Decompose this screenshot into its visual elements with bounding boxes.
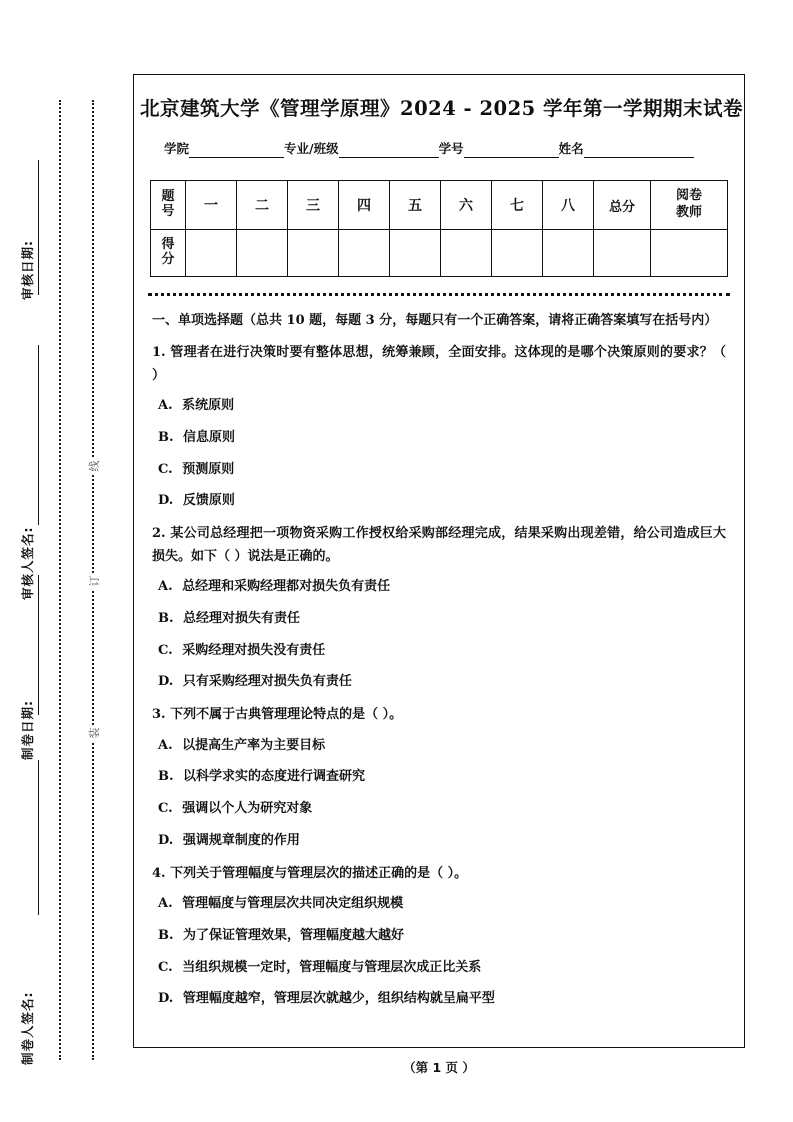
question-2-stem: [152, 523, 726, 568]
question-4-stem: [152, 863, 726, 885]
table-header-q1: 一: [186, 181, 237, 230]
question-1-option-a-text: 系统原则: [182, 398, 235, 414]
question-1-option-c[interactable]: [158, 460, 726, 481]
question-4-option-a[interactable]: [158, 894, 726, 915]
table-header-q7: 七: [492, 181, 543, 230]
paper-made-date-label: 制卷日期:: [20, 700, 35, 760]
question-4-option-b-text: 为了保证管理效果，管理幅度越大越好: [183, 927, 405, 943]
question-3-text: 下列不属于古典管理理论特点的是（ ）。: [170, 707, 403, 723]
row-label-question-number-line2: 号: [161, 204, 175, 219]
question-1-option-c-text: 预测原则: [182, 461, 235, 477]
seal-char-xian: 线: [83, 458, 105, 474]
binding-rule-3: [38, 575, 39, 715]
page-title: 北京建筑大学《管理学原理》2024 - 2025 学年第一学期期末试卷: [140, 97, 744, 120]
question-4-option-a-text: 管理幅度与管理层次共同决定组织规模: [182, 896, 404, 912]
question-2-option-d-letter: D.: [158, 674, 174, 690]
question-3-option-b-text: 以科学求实的态度进行调查研究: [183, 769, 366, 785]
question-3-number: 3.: [152, 707, 166, 723]
question-4-option-a-letter: A.: [158, 896, 173, 912]
score-cell-q5[interactable]: [390, 230, 441, 277]
question-2-option-a-letter: A.: [158, 578, 173, 594]
score-cell-q7[interactable]: [492, 230, 543, 277]
review-date-label: 审核日期:: [20, 240, 35, 300]
page-footer: （第 1 页 ）: [403, 1060, 475, 1075]
question-3-option-a[interactable]: [158, 736, 726, 757]
row-label-score-line1: 得: [161, 237, 175, 253]
paper-maker-signature-label: 制卷人签名:: [20, 991, 35, 1065]
question-4-option-d[interactable]: [158, 989, 726, 1010]
question-2-option-b[interactable]: [158, 609, 726, 630]
field-student-id-label: 学号: [438, 141, 464, 156]
field-major-class-rule[interactable]: [339, 143, 439, 158]
binding-margin: [0, 0, 133, 1122]
field-student-id[interactable]: [439, 139, 559, 158]
question-1: [152, 342, 726, 512]
table-header-grader: [651, 181, 728, 230]
seal-char-zhuang: 装: [83, 725, 105, 741]
question-4-text: 下列关于管理幅度与管理层次的描述正确的是（ ）。: [170, 865, 468, 881]
field-name-label: 姓名: [558, 141, 584, 156]
question-4-option-c[interactable]: [158, 958, 726, 979]
question-3-stem: [152, 704, 726, 726]
table-header-grader-line1: 阅卷: [675, 188, 702, 204]
question-2-option-a[interactable]: [158, 577, 726, 598]
question-4-option-c-text: 当组织规模一定时，管理幅度与管理层次成正比关系: [182, 959, 482, 975]
question-4-option-b[interactable]: [158, 926, 726, 947]
row-label-question-number-line1: 题: [161, 189, 175, 205]
score-cell-q3[interactable]: [288, 230, 339, 277]
question-3-option-c-letter: C.: [158, 801, 173, 817]
question-3-option-d-letter: D.: [158, 832, 174, 848]
table-header-q3: 三: [288, 181, 339, 230]
student-info-line: [164, 139, 722, 158]
field-name[interactable]: [559, 139, 694, 158]
table-header-q8: 八: [543, 181, 594, 230]
row-label-question-number: [151, 181, 186, 230]
question-4: [152, 863, 726, 1011]
field-college[interactable]: [164, 139, 284, 158]
score-cell-q4[interactable]: [339, 230, 390, 277]
question-1-option-c-letter: C.: [158, 461, 173, 477]
score-table: [150, 180, 728, 277]
question-2: [152, 523, 726, 693]
binding-rule-1: [38, 160, 39, 295]
table-header-q4: 四: [339, 181, 390, 230]
exam-paper-frame: [133, 74, 745, 1048]
table-header-total: 总分: [594, 181, 651, 230]
question-1-option-d-text: 反馈原则: [182, 493, 235, 509]
question-2-option-c[interactable]: [158, 641, 726, 662]
binding-rule-2: [38, 345, 39, 525]
question-2-text: 某公司总经理把一项物资采购工作授权给采购部经理完成，结果采购出现差错，给公司造成巨大损失。如下（ ）说法是正确的。: [152, 526, 726, 564]
question-1-stem: [152, 342, 726, 387]
field-major-class[interactable]: [284, 139, 439, 158]
score-cell-q2[interactable]: [237, 230, 288, 277]
question-2-option-d[interactable]: [158, 672, 726, 693]
table-header-q2: 二: [237, 181, 288, 230]
question-1-option-a-letter: A.: [158, 398, 173, 414]
table-row-scores: [151, 230, 728, 277]
field-name-rule[interactable]: [584, 143, 694, 158]
binding-rule-4: [38, 760, 39, 915]
question-4-option-d-letter: D.: [158, 991, 174, 1007]
score-cell-q6[interactable]: [441, 230, 492, 277]
question-2-option-b-letter: B.: [158, 610, 174, 626]
question-3-option-b[interactable]: [158, 767, 726, 788]
table-row-question-numbers: [151, 181, 728, 230]
table-header-grader-line2: 教师: [675, 205, 702, 220]
question-1-option-a[interactable]: [158, 396, 726, 417]
question-3: [152, 704, 726, 852]
field-college-label: 学院: [164, 141, 190, 156]
question-2-option-d-text: 只有采购经理对损失负有责任: [182, 674, 352, 690]
score-cell-total[interactable]: [594, 230, 651, 277]
table-header-q6: 六: [441, 181, 492, 230]
question-3-option-a-letter: A.: [158, 737, 173, 753]
question-2-option-c-text: 采购经理对损失没有责任: [182, 642, 326, 658]
questions-body: [152, 310, 726, 1010]
question-4-option-b-letter: B.: [158, 927, 174, 943]
question-4-option-c-letter: C.: [158, 959, 173, 975]
question-1-option-b-text: 信息原则: [183, 429, 236, 445]
field-major-class-label: 专业/班级: [284, 141, 339, 156]
question-2-option-a-text: 总经理和采购经理都对损失负有责任: [182, 578, 391, 594]
row-label-score-line2: 分: [161, 252, 175, 267]
question-1-option-b[interactable]: [158, 428, 726, 449]
seal-char-ding: 订: [83, 573, 105, 589]
row-label-score: [151, 230, 186, 277]
question-1-text: 管理者在进行决策时要有整体思想，统筹兼顾，全面安排。这体现的是哪个决策原则的要求？（ ）: [152, 345, 726, 383]
question-3-option-a-text: 以提高生产率为主要目标: [182, 737, 326, 753]
section-divider: [148, 293, 730, 296]
question-4-number: 4.: [152, 865, 166, 881]
question-1-option-d-letter: D.: [158, 493, 174, 509]
question-1-option-b-letter: B.: [158, 429, 174, 445]
reviewer-signature-label: 审核人签名:: [20, 526, 35, 600]
question-3-option-d-text: 强调规章制度的作用: [182, 832, 300, 848]
score-cell-q8[interactable]: [543, 230, 594, 277]
question-3-option-d[interactable]: [158, 831, 726, 852]
field-student-id-rule[interactable]: [464, 143, 559, 158]
question-3-option-c[interactable]: [158, 799, 726, 820]
section-heading: 一、单项选择题（总共 10 题，每题 3 分，每题只有一个正确答案，请将正确答案填写在括号内）: [152, 313, 718, 328]
question-2-option-b-text: 总经理对损失有责任: [183, 610, 301, 626]
table-header-q5: 五: [390, 181, 441, 230]
question-4-option-d-text: 管理幅度越窄，管理层次就越少，组织结构就呈扁平型: [182, 991, 495, 1007]
question-1-number: 1.: [152, 345, 166, 361]
question-3-option-b-letter: B.: [158, 769, 174, 785]
field-college-rule[interactable]: [189, 143, 284, 158]
score-cell-grader[interactable]: [651, 230, 728, 277]
binding-dotted-line-outer: [59, 100, 61, 1060]
question-3-option-c-text: 强调以个人为研究对象: [182, 801, 313, 817]
question-1-option-d[interactable]: [158, 491, 726, 512]
question-2-option-c-letter: C.: [158, 642, 173, 658]
score-cell-q1[interactable]: [186, 230, 237, 277]
question-2-number: 2.: [152, 526, 166, 542]
